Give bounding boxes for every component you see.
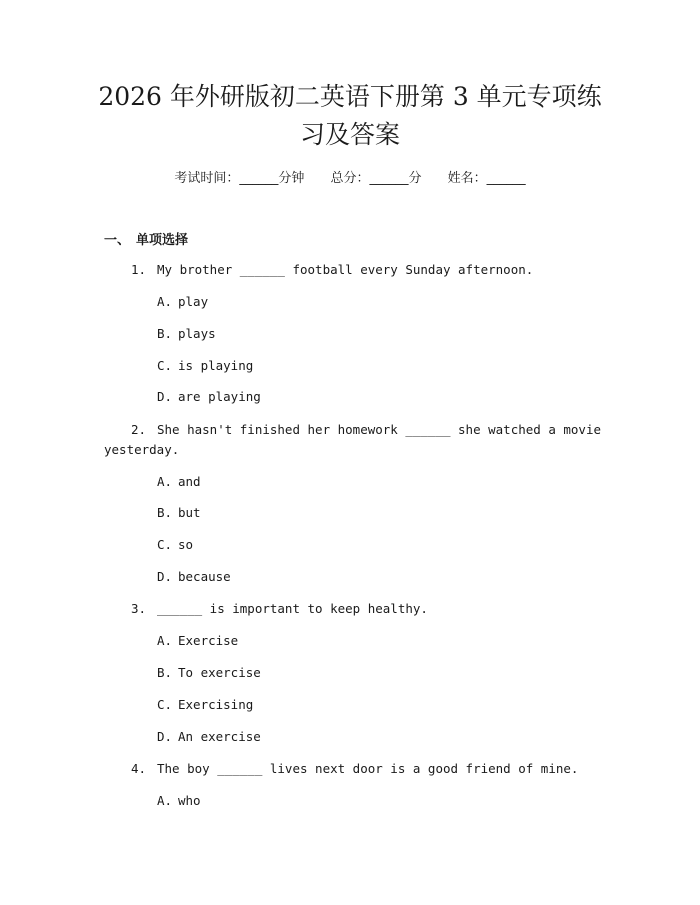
- option-4a: [157, 793, 201, 808]
- exam-score: 总分：______分: [330, 171, 422, 186]
- title-line-1: 2026 年外研版初二英语下册第 3 单元专项练: [98, 82, 602, 111]
- question-text: My brother ______ football every Sunday afternoon.: [157, 262, 534, 277]
- option-text: To exercise: [178, 665, 261, 680]
- option-1a: [157, 294, 208, 309]
- question-text: She hasn't finished her homework ______ she watched a movie: [157, 422, 602, 437]
- exam-time: 考试时间：______分钟: [174, 171, 305, 186]
- option-letter: D.: [157, 389, 173, 404]
- option-letter: A.: [157, 793, 173, 808]
- option-3c: [157, 697, 253, 712]
- title-line-2: 习及答案: [299, 120, 400, 149]
- option-text: so: [178, 537, 194, 552]
- option-3d: [157, 729, 261, 744]
- question-number: 1.: [131, 262, 147, 277]
- option-text: Exercise: [178, 633, 239, 648]
- option-letter: A.: [157, 294, 173, 309]
- section-title: 单项选择: [136, 233, 189, 248]
- question-text: ______ is important to keep healthy.: [157, 601, 428, 616]
- option-text: are playing: [178, 389, 261, 404]
- option-3a: [157, 633, 238, 648]
- option-letter: C.: [157, 537, 173, 552]
- exam-meta: [0, 167, 700, 186]
- option-letter: D.: [157, 729, 173, 744]
- option-letter: D.: [157, 569, 173, 584]
- question-text-continued: yesterday.: [104, 442, 180, 457]
- question-number: 3.: [131, 601, 147, 616]
- option-letter: B.: [157, 505, 173, 520]
- question-2-continued: [104, 442, 179, 457]
- question-3: [131, 601, 428, 616]
- option-text: An exercise: [178, 729, 261, 744]
- option-1c: [157, 358, 253, 373]
- question-number: 2.: [131, 422, 147, 437]
- option-2d: [157, 569, 231, 584]
- option-text: Exercising: [178, 697, 254, 712]
- question-text: The boy ______ lives next door is a good friend of mine.: [157, 761, 579, 776]
- option-1b: [157, 326, 216, 341]
- option-letter: A.: [157, 633, 173, 648]
- option-text: who: [178, 793, 201, 808]
- option-letter: B.: [157, 665, 173, 680]
- option-text: is playing: [178, 358, 254, 373]
- section-number: 一、: [104, 233, 131, 248]
- question-1: [131, 262, 533, 277]
- option-1d: [157, 389, 261, 404]
- option-letter: A.: [157, 474, 173, 489]
- option-2b: [157, 505, 201, 520]
- question-number: 4.: [131, 761, 147, 776]
- option-text: and: [178, 474, 201, 489]
- option-letter: C.: [157, 697, 173, 712]
- section-heading: [104, 229, 188, 248]
- option-3b: [157, 665, 261, 680]
- option-2a: [157, 474, 201, 489]
- student-name: 姓名：______: [447, 171, 526, 186]
- question-2: [131, 422, 601, 437]
- document-title: [60, 78, 640, 154]
- option-text: plays: [178, 326, 216, 341]
- option-2c: [157, 537, 193, 552]
- option-letter: B.: [157, 326, 173, 341]
- question-4: [131, 761, 578, 776]
- option-text: but: [178, 505, 201, 520]
- option-text: because: [178, 569, 231, 584]
- option-letter: C.: [157, 358, 173, 373]
- option-text: play: [178, 294, 209, 309]
